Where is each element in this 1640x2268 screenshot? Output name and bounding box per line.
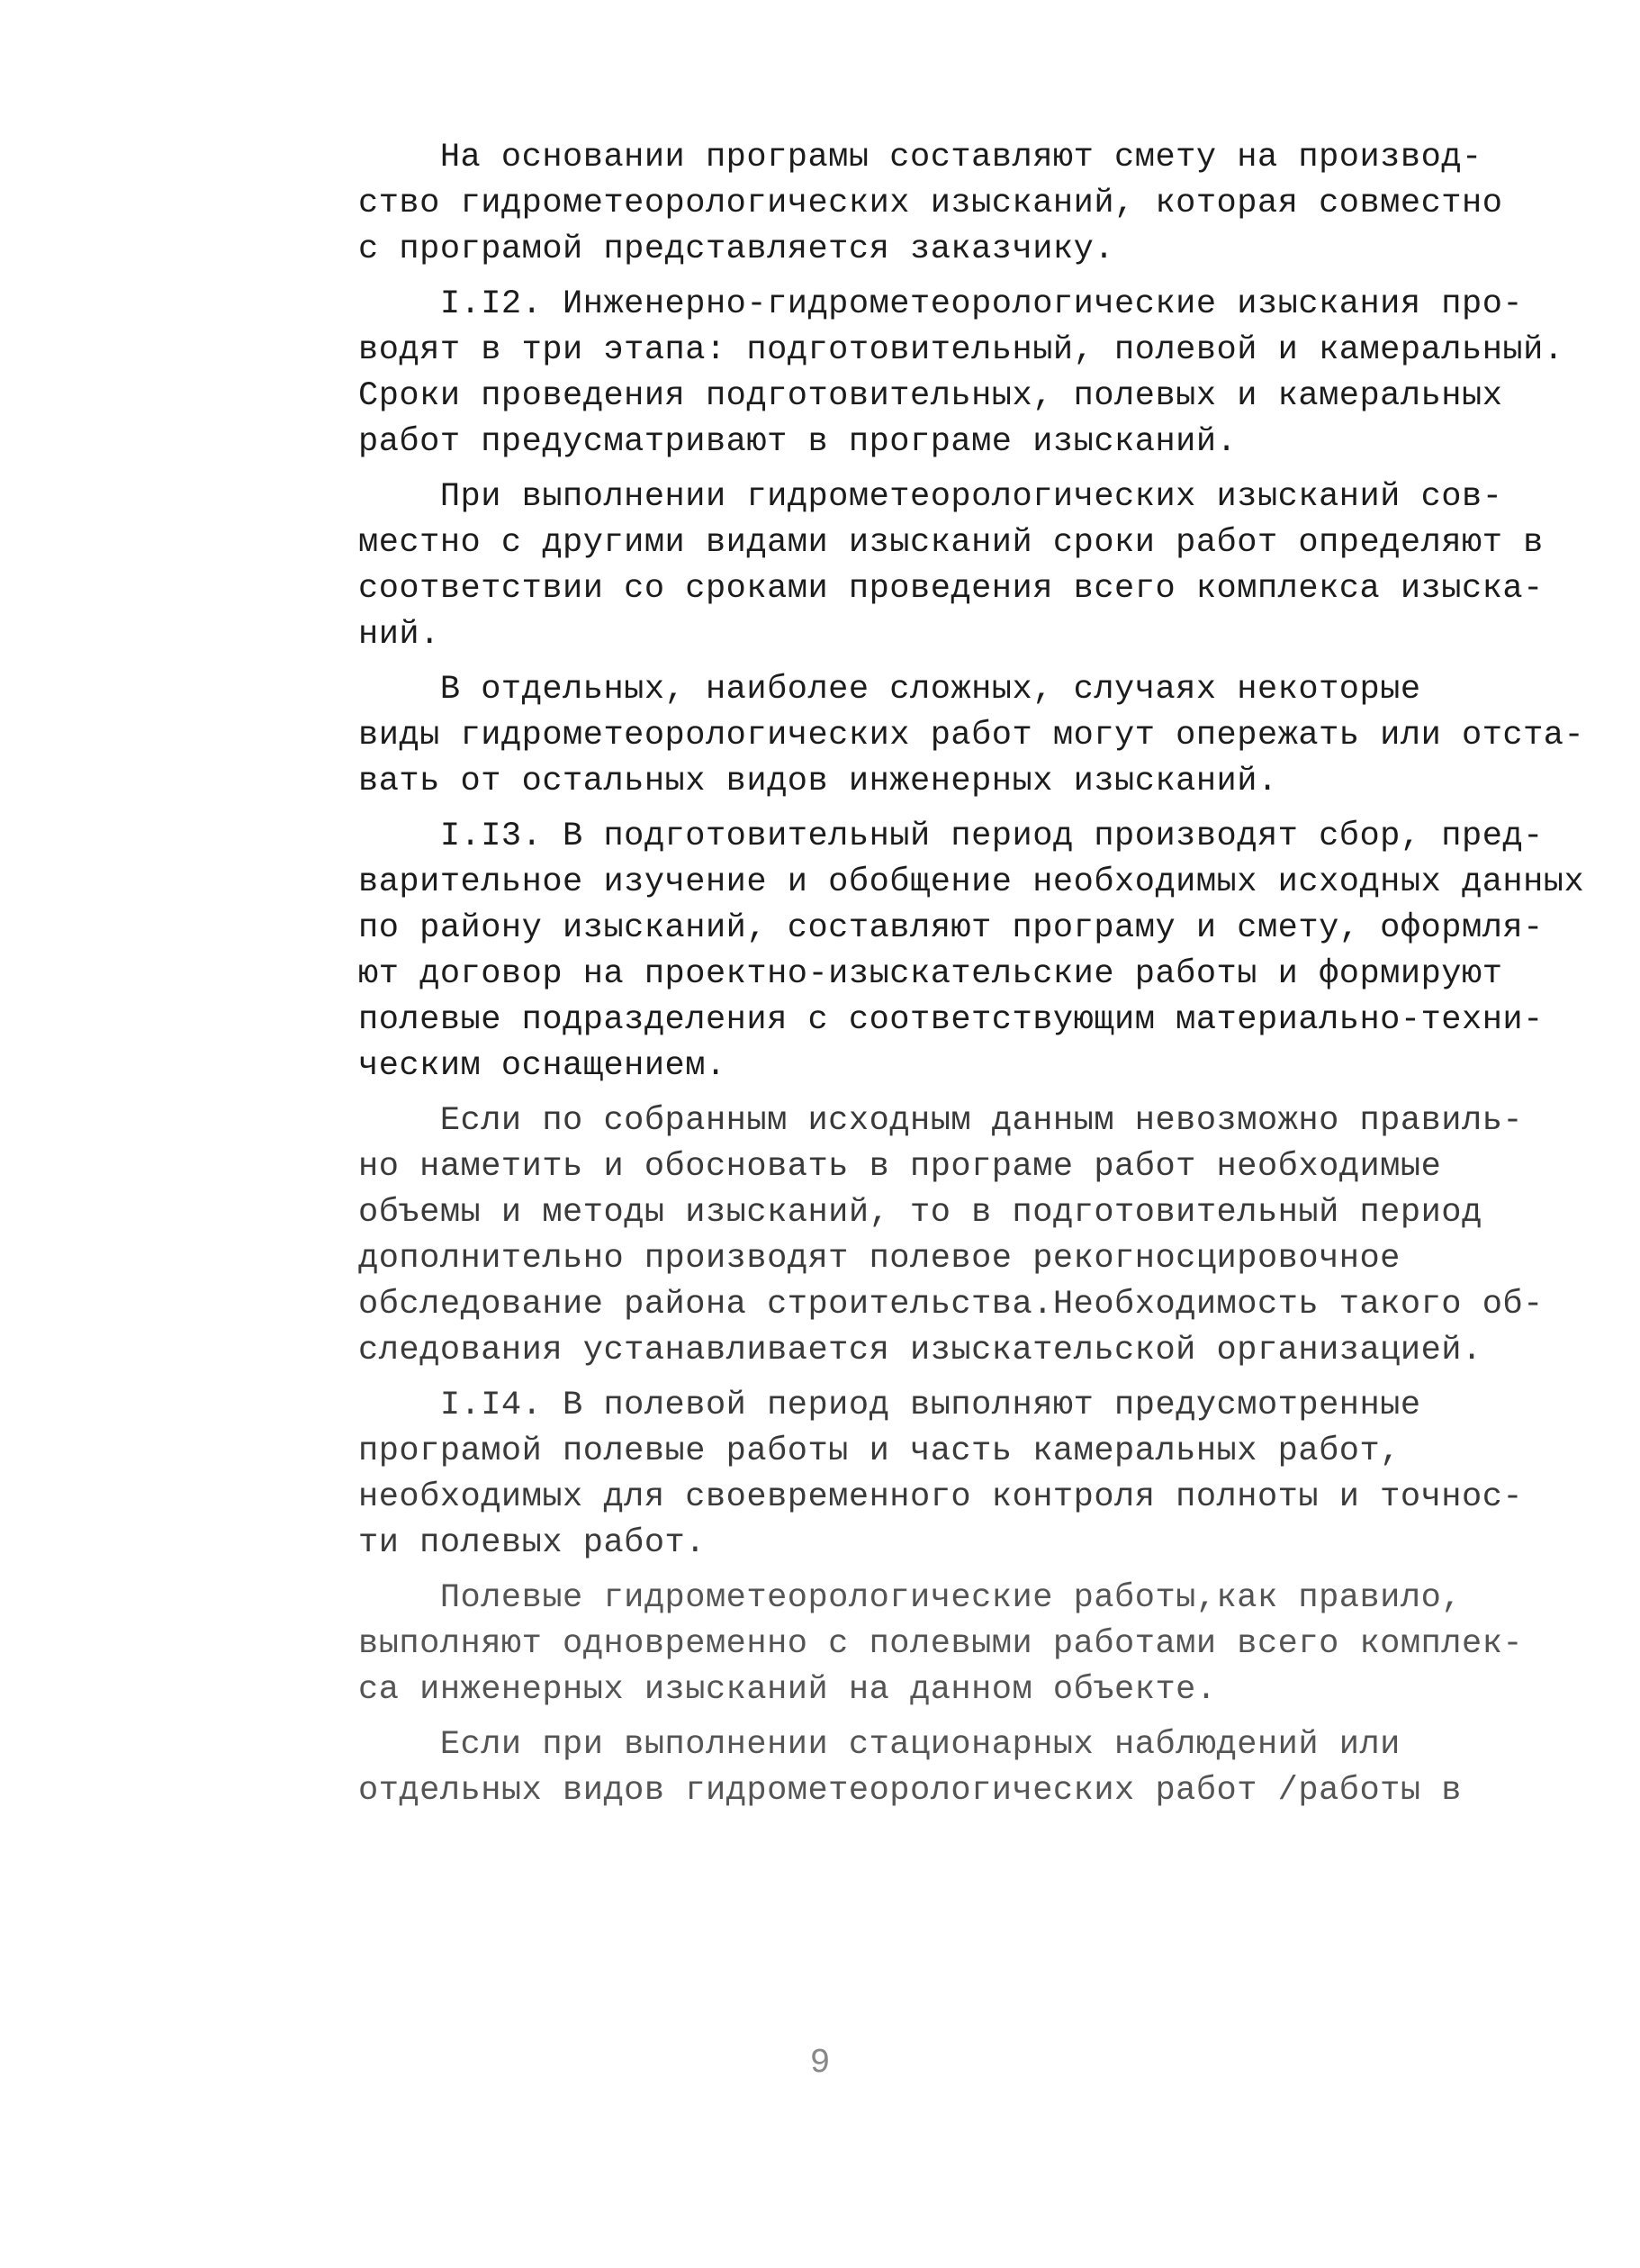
text-line: дополнительно производят полевое рекогносцировочное xyxy=(358,1240,1401,1278)
text-line: варительное изучение и обобщение необходимых исходных данных xyxy=(358,863,1585,901)
paragraph-1 xyxy=(358,135,1555,273)
text-line: водят в три этапа: подготовительный, полевой и камеральный. xyxy=(358,331,1564,369)
text-line: ство гидрометеорологических изысканий, которая совместно xyxy=(358,185,1503,222)
text-line: програмой полевые работы и часть камеральных работ, xyxy=(358,1432,1401,1470)
document-body xyxy=(358,135,1585,1814)
page-number: 9 xyxy=(809,2044,831,2083)
paragraph-1-13 xyxy=(358,814,1585,1089)
text-line: ти полевых работ. xyxy=(358,1524,706,1562)
text-line: обследование района строительства.Необходимость такого об- xyxy=(358,1286,1544,1324)
paragraph-6 xyxy=(358,1098,1555,1374)
text-line: При выполнении гидрометеорологических изысканий сов- xyxy=(358,478,1503,516)
paragraph-9 xyxy=(358,1722,1555,1814)
text-line: но наметить и обосновать в програме работ необходимые xyxy=(358,1148,1442,1186)
paragraph-3 xyxy=(358,474,1555,658)
text-line: необходимых для своевременного контроля полноты и точнос- xyxy=(358,1478,1524,1516)
text-line: I.I4. В полевой период выполняют предусмотренные xyxy=(358,1387,1421,1424)
text-line: полевые подразделения с соответствующим материально-техни- xyxy=(358,1001,1544,1039)
text-line: выполняют одновременно с полевыми работами всего комплек- xyxy=(358,1625,1524,1663)
text-line: работ предусматривают в програме изысканий. xyxy=(358,423,1238,461)
text-line: Полевые гидрометеорологические работы,как правило, xyxy=(358,1579,1462,1617)
text-line: Сроки проведения подготовительных, полевых и камеральных xyxy=(358,377,1503,415)
text-line: по району изысканий, составляют програму и смету, оформля- xyxy=(358,909,1544,947)
text-line: следования устанавливается изыскательской организацией. xyxy=(358,1332,1482,1369)
text-line: соответствии со сроками проведения всего комплекса изыска- xyxy=(358,570,1544,608)
text-line: виды гидрометеорологических работ могут опережать или отста- xyxy=(358,717,1585,754)
paragraph-1-14 xyxy=(358,1383,1555,1567)
paragraph-8 xyxy=(358,1576,1555,1713)
text-line: I.I3. В подготовительный период производят сбор, пред- xyxy=(358,818,1544,855)
paragraph-4 xyxy=(358,667,1585,805)
text-line: I.I2. Инженерно-гидрометеорологические изыскания про- xyxy=(358,285,1524,323)
text-line: объемы и методы изысканий, то в подготовительный период xyxy=(358,1194,1482,1232)
text-line: На основании програмы составляют смету на производ- xyxy=(358,139,1482,176)
paragraph-1-12 xyxy=(358,282,1564,465)
text-line: вать от остальных видов инженерных изысканий. xyxy=(358,763,1278,800)
text-line: Если по собранным исходным данным невозможно правиль- xyxy=(358,1102,1524,1140)
text-line: В отдельных, наиболее сложных, случаях некоторые xyxy=(358,671,1421,709)
text-line: ний. xyxy=(358,616,440,654)
text-line: ют договор на проектно-изыскательские работы и формируют xyxy=(358,955,1503,993)
text-line: са инженерных изысканий на данном объекте. xyxy=(358,1671,1217,1709)
text-line: ческим оснащением. xyxy=(358,1047,726,1085)
text-line: отдельных видов гидрометеорологических работ /работы в xyxy=(358,1772,1462,1810)
text-line: местно с другими видами изысканий сроки работ определяют в xyxy=(358,524,1544,562)
text-line: с програмой представляется заказчику. xyxy=(358,230,1115,268)
text-line: Если при выполнении стационарных наблюдений или xyxy=(358,1726,1401,1764)
